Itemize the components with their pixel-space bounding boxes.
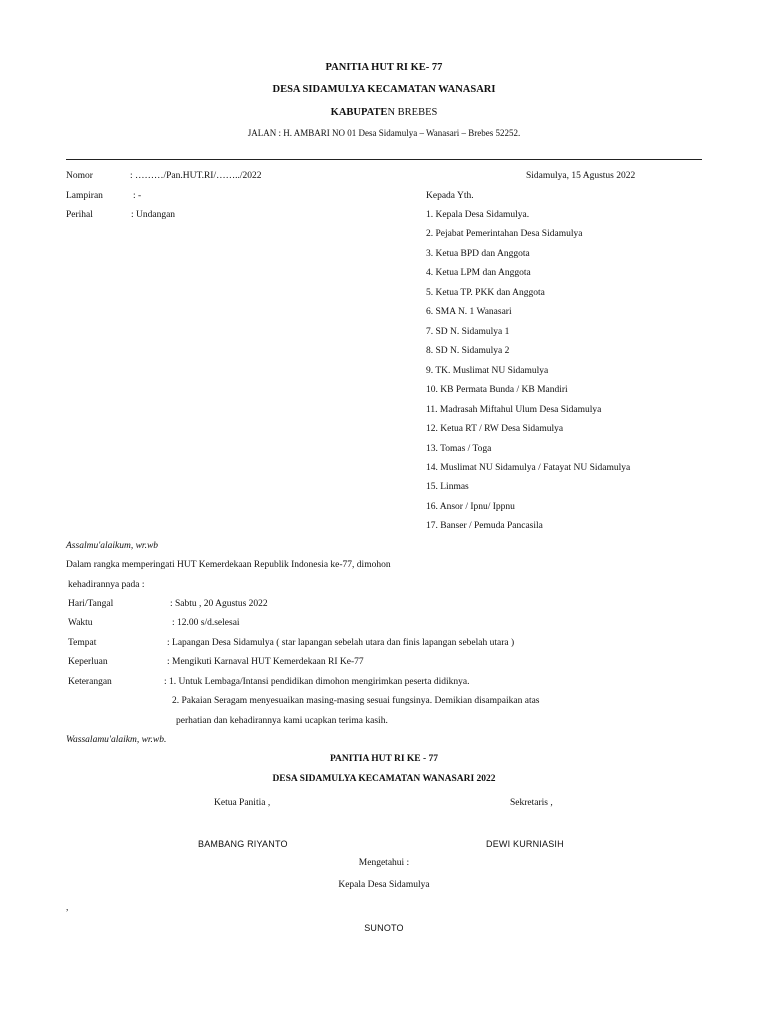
detail-value: : Lapangan Desa Sidamulya ( star lapangan sebelah utara dan finis lapangan sebelah utara ) [167,638,515,648]
note-line-2: 2. Pakaian Seragam menyesuaikan masing-masing sesuai fungsinya. Demikian disampaikan atas [172,696,540,706]
detail-label: Tempat [68,638,97,648]
recipient-item: 12. Ketua RT / RW Desa Sidamulya [426,424,564,434]
recipient-item: 8. SD N. Sidamulya 2 [426,346,510,356]
recipient-item: 13. Tomas / Toga [426,444,492,454]
recipient-item: 17. Banser / Pemuda Pancasila [426,521,543,531]
detail-value: : 12.00 s/d.selesai [172,618,240,628]
recipient-item: 4. Ketua LPM dan Anggota [426,268,531,278]
intro-line-2: kehadirannya pada : [68,580,145,590]
detail-value: : Sabtu , 20 Agustus 2022 [170,599,268,609]
recipient-item: 3. Ketua BPD dan Anggota [426,249,530,259]
note-line-3: perhatian dan kehadirannya kami ucapkan terima kasih. [176,716,388,726]
letterhead-title-committee: PANITIA HUT RI KE- 77 [325,62,443,73]
nomor-label: Nomor [66,171,93,181]
detail-value: : Mengikuti Karnaval HUT Kemerdekaan RI Ke-77 [167,657,364,667]
mengetahui-label: Mengetahui : [358,858,410,868]
recipient-item: 16. Ansor / Ipnu/ Ippnu [426,502,515,512]
letterhead-address: JALAN : H. AMBARI NO 01 Desa Sidamulya – Wanasari – Brebes 52252. [247,128,521,138]
recipient-item: 9. TK. Muslimat NU Sidamulya [426,366,549,376]
recipient-item: 6. SMA N. 1 Wanasari [426,307,512,317]
kades-role: Kepala Desa Sidamulya [338,880,430,890]
kades-name: SUNOTO [364,923,404,933]
recipient-item: 2. Pejabat Pemerintahan Desa Sidamulya [426,229,583,239]
recipient-item: 5. Ketua TP. PKK dan Anggota [426,288,545,298]
recipient-item: 14. Muslimat NU Sidamulya / Fatayat NU Sidamulya [426,463,631,473]
stray-comma: , [66,903,69,913]
place-date: Sidamulya, 15 Agustus 2022 [526,171,636,181]
recipient-item: 11. Madrasah Miftahul Ulum Desa Sidamulya [426,405,602,415]
letterhead-title-village: DESA SIDAMULYA KECAMATAN WANASARI [272,84,496,95]
recipient-item: 7. SD N. Sidamulya 1 [426,327,510,337]
signature-title-village: DESA SIDAMULYA KECAMATAN WANASARI 2022 [272,774,496,784]
lampiran-value: : - [133,191,142,201]
ketua-name: BAMBANG RIYANTO [198,839,288,849]
detail-label: Keterangan [68,677,112,687]
regency-normal-part: N BREBES [387,107,438,118]
detail-label: Keperluan [68,657,108,667]
perihal-value: : Undangan [131,210,176,220]
recipients-heading: Kepada Yth. [426,191,474,201]
closing-salutation: Wassalamu'alaikm, wr.wb. [66,735,167,745]
detail-label: Hari/Tangal [68,599,114,609]
sekretaris-name: DEWI KURNIASIH [486,839,564,849]
greeting: Assalmu'alaikum, wr.wb [66,541,159,551]
recipient-item: 10. KB Permata Bunda / KB Mandiri [426,385,568,395]
header-divider [66,159,702,160]
detail-value: : 1. Untuk Lembaga/Intansi pendidikan dimohon mengirimkan peserta didiknya. [164,677,470,687]
nomor-value: : ………/Pan.HUT.RI/……../2022 [130,171,262,181]
sekretaris-role: Sekretaris , [510,798,553,808]
perihal-label: Perihal [66,210,93,220]
signature-title-committee: PANITIA HUT RI KE - 77 [329,754,439,764]
detail-label: Waktu [68,618,93,628]
recipient-item: 1. Kepala Desa Sidamulya. [426,210,530,220]
ketua-role: Ketua Panitia , [214,798,271,808]
letterhead-title-regency [0,107,768,118]
lampiran-label: Lampiran [66,191,103,201]
recipient-item: 15. Linmas [426,482,469,492]
intro-line-1: Dalam rangka memperingati HUT Kemerdekaan Republik Indonesia ke-77, dimohon [66,560,391,570]
regency-bold-part: KABUPATE [330,107,388,118]
